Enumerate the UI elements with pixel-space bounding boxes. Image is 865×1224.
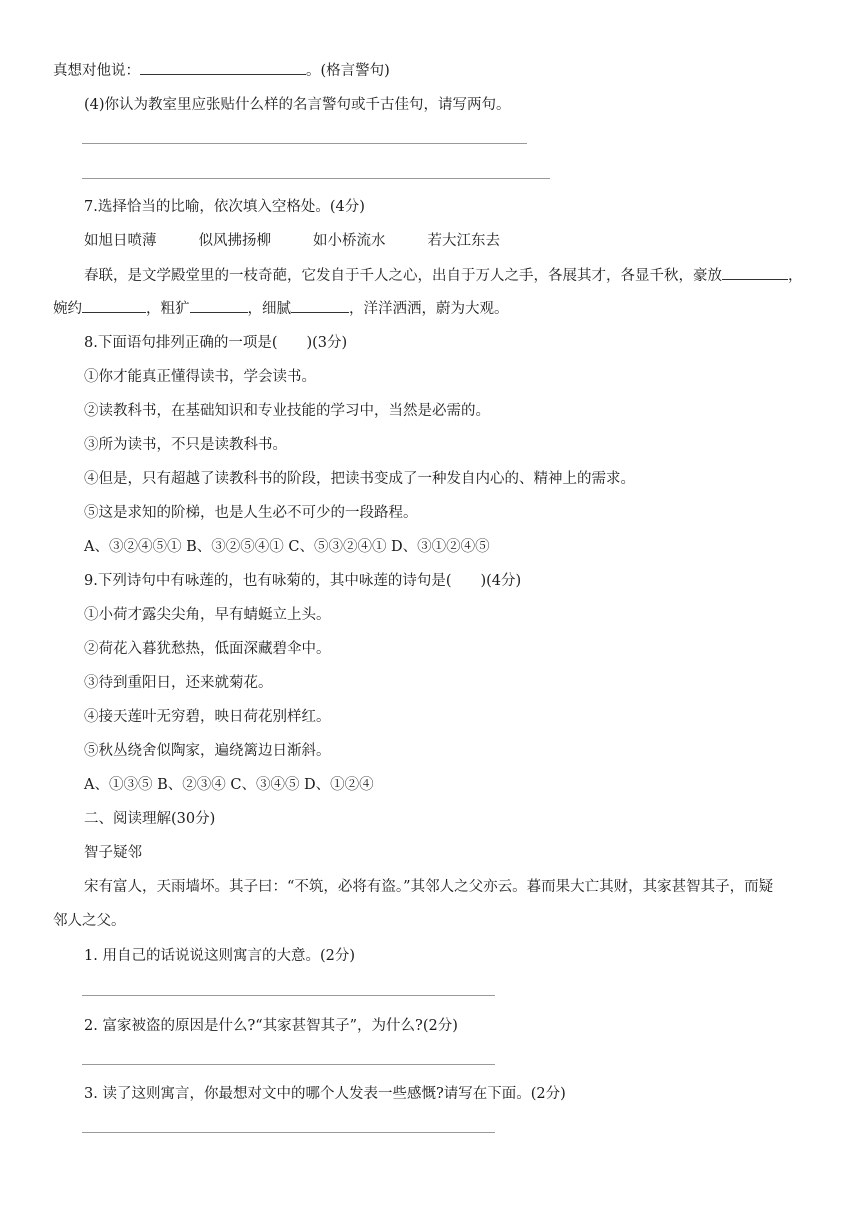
reading-answer-line-3[interactable] [82, 1132, 495, 1133]
q7-paragraph-line-1 [84, 265, 803, 286]
q7-blank-2[interactable] [82, 298, 146, 313]
q7-title: 7.选择恰当的比喻，依次填入空格处。(4分) [84, 199, 365, 215]
q7-para-text-2c: ，细腻 [247, 301, 291, 317]
q6-motto-line [53, 60, 390, 81]
q7-option-2: 似风拂扬柳 [198, 233, 271, 249]
q8-item-2: ②读教科书，在基础知识和专业技能的学习中，当然是必需的。 [84, 403, 490, 419]
q7-para-text-2a: 婉约 [53, 301, 82, 317]
q7-blank-3[interactable] [190, 298, 248, 313]
q8-title: 8.下面语句排列正确的一项是( )(3分) [84, 335, 348, 351]
q7-blank-4[interactable] [291, 298, 349, 313]
story-title: 智子疑邻 [84, 845, 142, 861]
q6-motto-blank[interactable] [140, 60, 306, 75]
story-text-line-1: 宋有富人，天雨墙坏。其子曰：“不筑，必将有盗。”其邻人之父亦云。暮而果大亡其财，其家甚智其子，而疑 [84, 879, 774, 895]
q7-para-end-1: ， [788, 268, 803, 284]
q7-blank-1[interactable] [722, 265, 788, 280]
q7-option-4: 若大江东去 [427, 233, 500, 249]
story-text-line-2: 邻人之父。 [53, 913, 126, 929]
q7-para-text-1: 春联，是文学殿堂里的一枝奇葩，它发自于千人之心，出自于万人之手，各展其才，各显千秋，豪放 [84, 268, 722, 284]
q7-option-1: 如旭日喷薄 [84, 233, 157, 249]
reading-answer-line-2[interactable] [82, 1064, 495, 1065]
q9-item-5: ⑤秋丛绕舍似陶家，遍绕篱边日渐斜。 [84, 743, 331, 759]
reading-answer-line-1[interactable] [82, 995, 495, 996]
q7-para-text-2d: ，洋洋洒洒，蔚为大观。 [349, 301, 509, 317]
q6-motto-suffix: 。(格言警句) [306, 63, 390, 79]
q6-motto-prefix: 真想对他说： [53, 63, 140, 79]
q6-answer-line-1[interactable] [82, 143, 527, 144]
q8-item-4: ④但是，只有超越了读教科书的阶段，把读书变成了一种发自内心的、精神上的需求。 [84, 471, 635, 487]
q8-item-5: ⑤这是求知的阶梯，也是人生必不可少的一段路程。 [84, 505, 418, 521]
reading-question-2: 2. 富家被盗的原因是什么?“其家甚智其子”，为什么?(2分) [84, 1018, 458, 1034]
q9-choices: A、①③⑤ B、②③④ C、③④⑤ D、①②④ [84, 777, 374, 793]
q9-item-3: ③待到重阳日，还来就菊花。 [84, 675, 273, 691]
q7-option-3: 如小桥流水 [313, 233, 386, 249]
reading-question-3: 3. 读了这则寓言，你最想对文中的哪个人发表一些感慨?请写在下面。(2分) [84, 1086, 566, 1102]
q7-paragraph-line-2 [53, 298, 509, 319]
q6-part4-prompt: (4)你认为教室里应张贴什么样的名言警句或千古佳句，请写两句。 [84, 97, 511, 113]
q8-item-3: ③所为读书，不只是读教科书。 [84, 437, 287, 453]
q7-options [84, 231, 500, 251]
q8-choices: A、③②④⑤① B、③②⑤④① C、⑤③②④① D、③①②④⑤ [84, 539, 490, 555]
q6-answer-line-2[interactable] [82, 178, 550, 179]
section2-heading: 二、阅读理解(30分) [84, 811, 216, 827]
q9-item-1: ①小荷才露尖尖角，早有蜻蜓立上头。 [84, 607, 331, 623]
q8-item-1: ①你才能真正懂得读书，学会读书。 [84, 369, 316, 385]
q9-item-2: ②荷花入暮犹愁热，低面深藏碧伞中。 [84, 641, 331, 657]
q7-para-text-2b: ，粗犷 [146, 301, 190, 317]
q9-title: 9.下列诗句中有咏莲的，也有咏菊的，其中咏莲的诗句是( )(4分) [84, 573, 522, 589]
q9-item-4: ④接天莲叶无穷碧，映日荷花别样红。 [84, 709, 331, 725]
reading-question-1: 1. 用自己的话说说这则寓言的大意。(2分) [84, 948, 355, 964]
